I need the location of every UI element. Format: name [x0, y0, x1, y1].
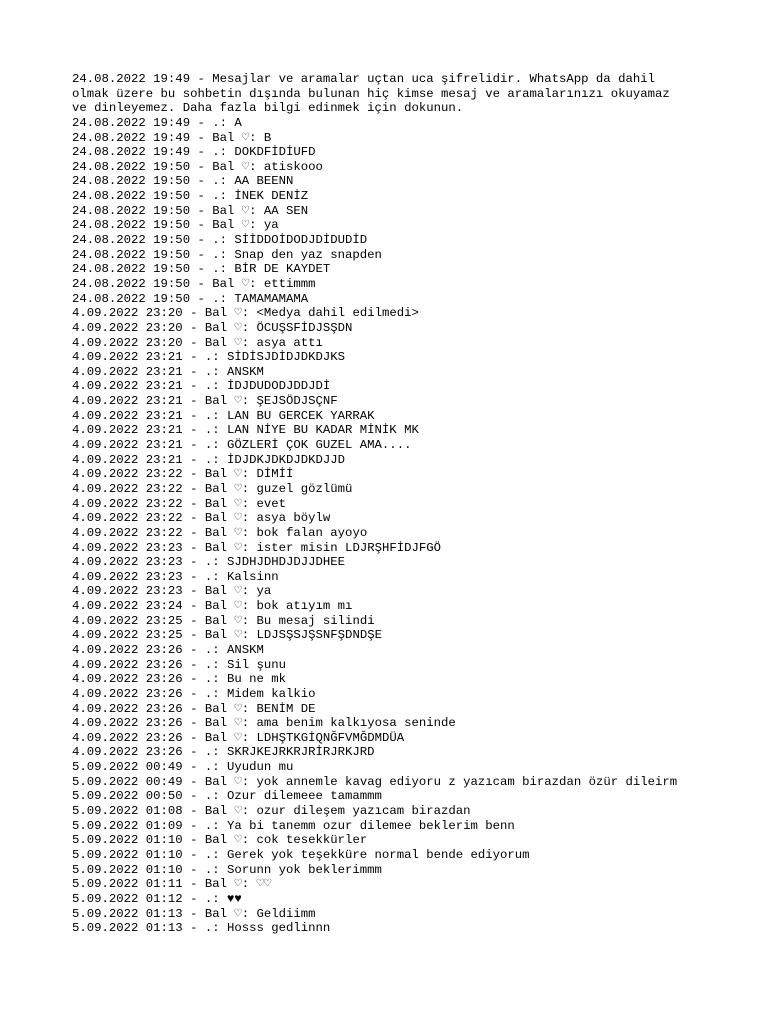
- message-line: 4.09.2022 23:24 - Bal ♡: bok atıyım mı: [72, 599, 353, 614]
- message-line: 24.08.2022 19:50 - .: AA BEENN: [72, 174, 294, 189]
- message-line: 4.09.2022 23:21 - .: ANSKM: [72, 364, 264, 379]
- message-line: 24.08.2022 19:49 - .: A: [72, 115, 242, 130]
- message-line: 5.09.2022 01:11 - Bal ♡: ♡♡: [72, 877, 272, 892]
- message-line: 24.08.2022 19:50 - .: BİR DE KAYDET: [72, 262, 331, 277]
- message-line: 4.09.2022 23:25 - Bal ♡: Bu mesaj silindi: [72, 613, 375, 628]
- message-line: 4.09.2022 23:26 - Bal ♡: LDHŞTKGİQNĞFVMĞDMDÜA: [72, 730, 405, 745]
- message-line: 5.09.2022 00:50 - .: Ozur dilemeee tamammm: [72, 789, 382, 804]
- message-line: 24.08.2022 19:50 - .: SİİDDOİDODJDİDUDİD: [72, 233, 368, 248]
- message-line: 5.09.2022 00:49 - Bal ♡: yok annemle kavag ediyoru z yazıcam birazdan özür dileirm: [72, 774, 678, 789]
- message-line: 5.09.2022 01:08 - Bal ♡: ozur dileşem yazıcam birazdan: [72, 804, 471, 819]
- message-line: 4.09.2022 23:21 - .: GÖZLERİ ÇOK GUZEL AMA....: [72, 438, 412, 453]
- message-line: 4.09.2022 23:22 - Bal ♡: asya böylw: [72, 511, 331, 526]
- message-line: 4.09.2022 23:22 - Bal ♡: evet: [72, 496, 287, 511]
- message-line: 4.09.2022 23:26 - Bal ♡: ama benim kalkıyosa seninde: [72, 716, 456, 731]
- message-line: 24.08.2022 19:50 - Bal ♡: ya: [72, 218, 279, 233]
- message-line: 5.09.2022 00:49 - .: Uyudun mu: [72, 760, 294, 775]
- message-line: 4.09.2022 23:21 - .: İDJDUDODJDDJDİ: [72, 379, 331, 394]
- message-line: 4.09.2022 23:25 - Bal ♡: LDJSŞSJŞSNFŞDNDŞE: [72, 628, 382, 643]
- message-line: 4.09.2022 23:26 - .: Sil şunu: [72, 657, 287, 672]
- message-line: 4.09.2022 23:22 - Bal ♡: guzel gözlümü: [72, 481, 353, 496]
- encryption-notice-line-2: olmak üzere bu sohbetin dışında bulunan hiç kimse mesaj ve aramalarınızı okuyamaz: [72, 86, 670, 101]
- message-line: 4.09.2022 23:21 - .: LAN BU GERCEK YARRAK: [72, 408, 375, 423]
- message-line: 24.08.2022 19:50 - Bal ♡: AA SEN: [72, 203, 309, 218]
- message-line: 24.08.2022 19:50 - .: Snap den yaz snapden: [72, 247, 382, 262]
- message-line: 4.09.2022 23:20 - Bal ♡: asya attı: [72, 335, 323, 350]
- message-line: 24.08.2022 19:50 - .: İNEK DENİZ: [72, 189, 309, 204]
- encryption-notice-line-1: 24.08.2022 19:49 - Mesajlar ve aramalar uçtan uca şifrelidir. WhatsApp da dahil: [72, 72, 655, 86]
- message-line: 4.09.2022 23:21 - .: LAN NİYE BU KADAR MİNİK MK: [72, 423, 419, 438]
- message-line: 5.09.2022 01:09 - .: Ya bi tanemm ozur dilemee beklerim benn: [72, 818, 515, 833]
- message-line: 5.09.2022 01:10 - Bal ♡: cok tesekkürler: [72, 833, 368, 848]
- message-line: 5.09.2022 01:10 - .: Gerek yok teşekküre normal bende ediyorum: [72, 847, 530, 862]
- message-line: 5.09.2022 01:13 - Bal ♡: Geldiimm: [72, 906, 316, 921]
- message-line: 4.09.2022 23:26 - .: Midem kalkio: [72, 686, 316, 701]
- message-line: 4.09.2022 23:26 - Bal ♡: BENİM DE: [72, 701, 316, 716]
- message-line: 24.08.2022 19:50 - Bal ♡: atiskooo: [72, 159, 323, 174]
- message-line: 5.09.2022 01:13 - .: Hosss gedlinnn: [72, 921, 331, 936]
- message-line: 4.09.2022 23:26 - .: Bu ne mk: [72, 672, 287, 687]
- message-line: 4.09.2022 23:23 - .: SJDHJDHDJDJJDHEE: [72, 555, 346, 570]
- chat-export-text: [72, 72, 712, 936]
- message-list: [72, 116, 712, 936]
- message-line: 4.09.2022 23:21 - Bal ♡: ŞEJSÖDJSÇNF: [72, 394, 338, 409]
- message-line: 4.09.2022 23:22 - Bal ♡: bok falan ayoyo: [72, 525, 368, 540]
- message-line: 4.09.2022 23:22 - Bal ♡: DİMİİ: [72, 467, 294, 482]
- message-line: 4.09.2022 23:26 - .: SKRJKEJRKRJRİRJRKJRD: [72, 745, 375, 760]
- message-line: 24.08.2022 19:50 - Bal ♡: ettimmm: [72, 276, 316, 291]
- message-line: 5.09.2022 01:12 - .: ♥♥: [72, 891, 242, 906]
- message-line: 4.09.2022 23:26 - .: ANSKM: [72, 642, 264, 657]
- message-line: 24.08.2022 19:49 - Bal ♡: B: [72, 130, 272, 145]
- message-line: 4.09.2022 23:21 - .: İDJDKJDKDJDKDJJD: [72, 452, 346, 467]
- message-line: 4.09.2022 23:20 - Bal ♡: ÖCUŞSFİDJSŞDN: [72, 320, 353, 335]
- message-line: 4.09.2022 23:23 - Bal ♡: ister misin LDJRŞHFİDJFGÖ: [72, 540, 441, 555]
- message-line: 5.09.2022 01:10 - .: Sorunn yok beklerimmm: [72, 862, 382, 877]
- message-line: 4.09.2022 23:20 - Bal ♡: <Medya dahil edilmedi>: [72, 306, 419, 321]
- message-line: 24.08.2022 19:50 - .: TAMAMAMAMA: [72, 291, 309, 306]
- encryption-notice-line-3: ve dinleyemez. Daha fazla bilgi edinmek için dokunun.: [72, 101, 464, 116]
- message-line: 4.09.2022 23:23 - Bal ♡: ya: [72, 584, 272, 599]
- message-line: 4.09.2022 23:21 - .: SİDİSJDİDJDKDJKS: [72, 350, 346, 365]
- message-line: 24.08.2022 19:49 - .: DOKDFİDİUFD: [72, 145, 316, 160]
- message-line: 4.09.2022 23:23 - .: Kalsinn: [72, 569, 279, 584]
